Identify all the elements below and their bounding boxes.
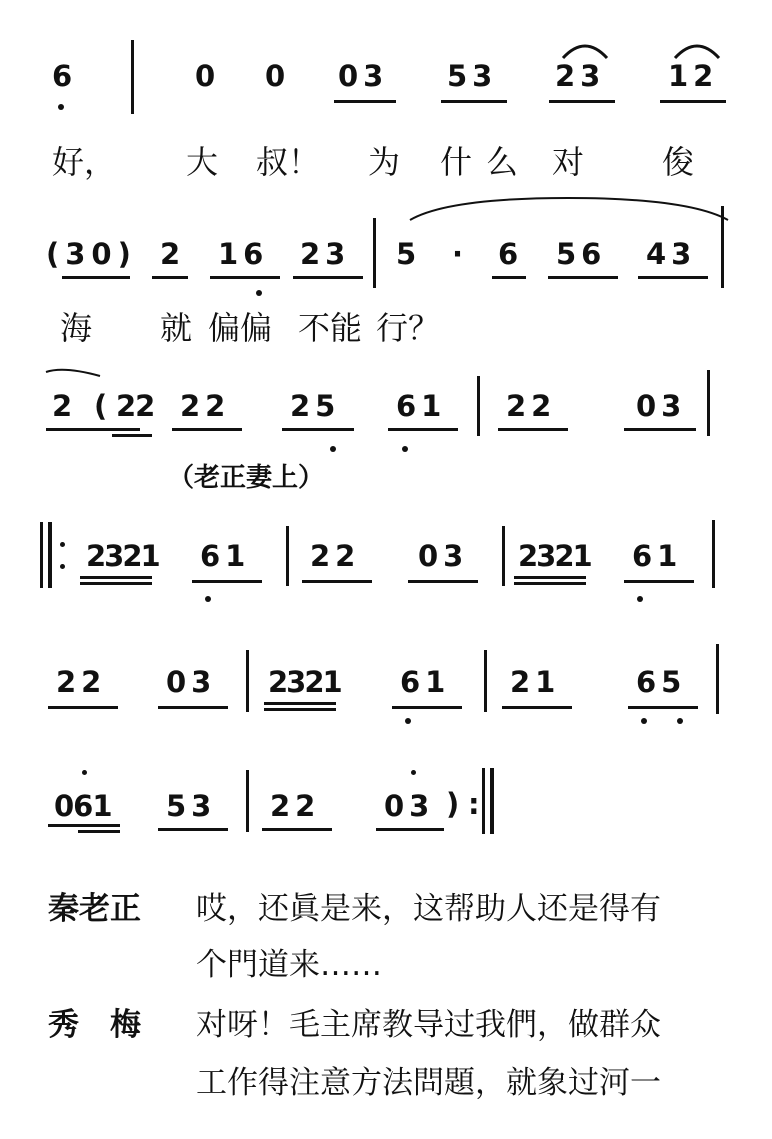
note: 61 [400,665,451,699]
beam [264,702,336,705]
repeat-dot [60,542,65,547]
note: 53 [447,59,498,93]
note: 23 [555,59,606,93]
beam [624,428,696,431]
dialogue-line: 对呀！毛主席教导过我們，做群众 [196,1007,661,1043]
beam [392,706,462,709]
beam [210,276,280,279]
note: 56 [556,237,607,271]
note: (30) [46,237,137,271]
barline [716,644,719,714]
lyric: 海 [60,309,93,347]
note: 03 [166,665,217,699]
barline [246,770,249,832]
beam [172,428,242,431]
dialogue-line: 工作得注意方法問題，就象过河一 [196,1065,661,1101]
note: 2321 [86,539,159,573]
note: 12 [668,59,719,93]
low-octave-dot [205,596,211,602]
lyric: 叔！ [256,143,321,181]
slur [408,196,730,222]
beam [158,828,228,831]
barline [286,526,289,586]
beam [302,580,372,583]
beam [514,582,586,585]
note: 03 [418,539,469,573]
note: 22 [506,389,557,423]
note: 65 [636,665,687,699]
barline [373,218,376,288]
end-barline [482,768,485,834]
note: 21 [510,665,561,699]
beam [152,276,188,279]
beam [498,428,568,431]
barline [484,650,487,712]
dialogue-line: 个門道来…… [196,947,382,983]
repeat-sign: : [468,787,480,821]
beam [514,576,586,579]
beam [46,428,140,431]
beam [112,434,152,437]
lyric: 就 [160,309,193,347]
paren: ( [94,389,108,423]
barline [477,376,480,436]
barline [712,520,715,588]
beam [408,580,478,583]
speaker-name: 秦老正 [48,891,141,927]
slur [560,40,610,60]
beam [492,276,526,279]
note: 2321 [518,539,591,573]
note: 03 [384,789,435,823]
note: 61 [396,389,447,423]
beam [158,706,228,709]
high-octave-dot [82,770,87,775]
beam [624,580,694,583]
beam [660,100,726,103]
note: 22 [310,539,361,573]
low-octave-dot [405,718,411,724]
beam [282,428,354,431]
low-octave-dot [58,104,64,110]
beam [502,706,572,709]
lyric: 不能 [298,309,363,347]
barline [721,206,724,288]
end-barline [490,768,494,834]
note: 22 [56,665,107,699]
note: 22 [270,789,321,823]
tie [44,368,104,390]
note: 2 [160,237,181,271]
beam [192,580,262,583]
barline [502,526,505,586]
beam [48,706,118,709]
beam [388,428,458,431]
note: 6 [52,59,73,93]
barline [707,370,710,436]
beam [78,830,120,833]
beam [548,276,618,279]
note: 061 [54,789,112,823]
low-octave-dot [677,718,683,724]
lyric: 什 [440,143,473,181]
note: 6 [498,237,519,271]
low-octave-dot [330,446,336,452]
note: 16 [218,237,269,271]
low-octave-dot [637,596,643,602]
beam [628,706,698,709]
note: 2321 [268,665,341,699]
note: 25 [290,389,341,423]
note: · [452,237,464,271]
beam [62,276,130,279]
beam [80,582,152,585]
beam [262,828,332,831]
beam [376,828,444,831]
note: 0 [195,59,216,93]
note: 03 [338,59,389,93]
note: 23 [300,237,351,271]
lyric: 为 [368,143,401,181]
beam [48,824,120,827]
note: 22 [116,389,155,423]
slur [672,40,722,60]
speaker-name: 秀 梅 [48,1007,141,1043]
beam [264,708,336,711]
barline [246,650,249,712]
stage-direction: （老正妻上） [168,463,325,493]
beam [638,276,708,279]
lyric: 对 [552,143,585,181]
note: 61 [200,539,251,573]
note: 22 [180,389,231,423]
note: 0 [265,59,286,93]
lyric: 偏偏 [208,309,273,347]
paren: ) [446,787,460,821]
repeat-dot [60,564,65,569]
beam [293,276,363,279]
beam [549,100,615,103]
high-octave-dot [411,770,416,775]
repeat-barline [48,522,52,588]
note: 53 [166,789,217,823]
beam [441,100,507,103]
note: 61 [632,539,683,573]
dialogue-line: 哎，还眞是来，这帮助人还是得有 [196,891,661,927]
low-octave-dot [641,718,647,724]
repeat-barline [40,522,43,588]
note: 43 [646,237,697,271]
barline [131,40,134,114]
lyric: 俊 [662,143,695,181]
lyric: 么 [486,143,519,181]
beam [334,100,396,103]
note: 03 [636,389,687,423]
note: 5 [396,237,417,271]
beam [80,576,152,579]
low-octave-dot [256,290,262,296]
lyric: 好， [52,143,117,181]
lyric: 大 [186,143,219,181]
lyric: 行？ [376,309,441,347]
low-octave-dot [402,446,408,452]
note: 2 [52,389,73,423]
